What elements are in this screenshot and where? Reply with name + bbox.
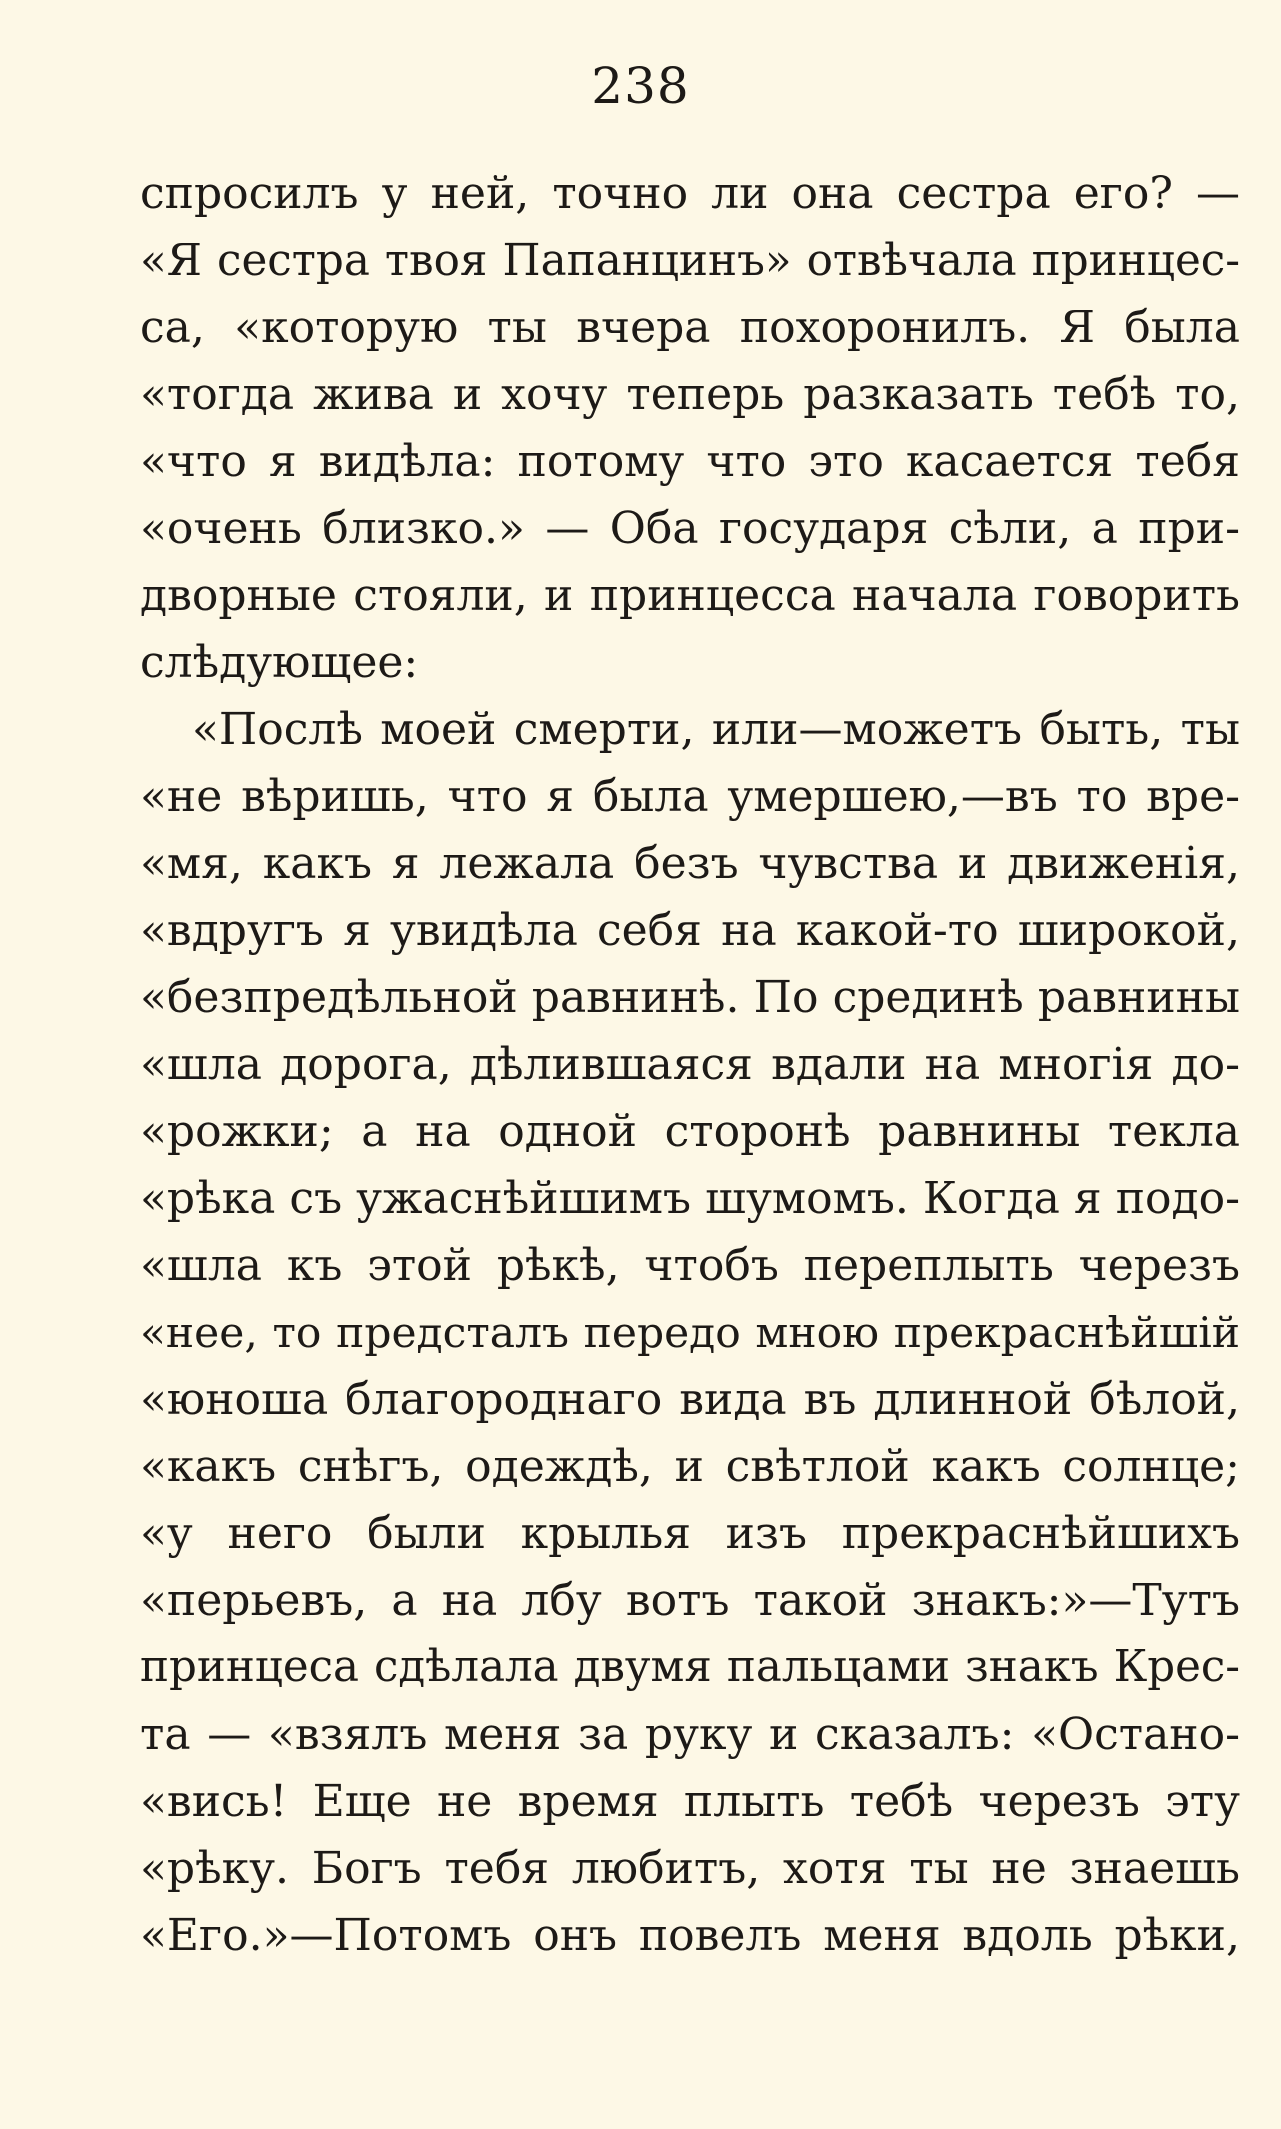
- text-line: «что я видѣла: потому что это касается тебя: [140, 436, 1240, 487]
- text-line: «какъ снѣгъ, одеждѣ, и свѣтлой какъ солнце;: [140, 1441, 1240, 1492]
- page-number: 238: [591, 57, 690, 115]
- text-line: дворные стояли, и принцесса начала говорить: [140, 570, 1240, 621]
- text-line: «тогда жива и хочу теперь разказать тебѣ то,: [140, 369, 1240, 420]
- text-line: спросилъ у ней, точно ли она сестра его? —: [140, 168, 1240, 219]
- text-line: «шла къ этой рѣкѣ, чтобъ переплыть черезъ: [140, 1240, 1240, 1291]
- text-line: «Я сестра твоя Папанцинъ» отвѣчала принцес-: [140, 235, 1240, 286]
- text-line: са, «которую ты вчера похоронилъ. Я была: [140, 302, 1240, 353]
- text-line: «рѣку. Богъ тебя любитъ, хотя ты не знаешь: [140, 1843, 1240, 1894]
- text-line: «не вѣришь, что я была умершею,—въ то вре-: [140, 771, 1240, 822]
- text-line: «рѣка съ ужаснѣйшимъ шумомъ. Когда я подо-: [140, 1173, 1240, 1224]
- text-line: «у него были крылья изъ прекраснѣйшихъ: [140, 1508, 1240, 1559]
- text-line: «мя, какъ я лежала безъ чувства и движенія,: [140, 838, 1240, 889]
- text-line: «шла дорога, дѣлившаяся вдали на многія до-: [140, 1039, 1240, 1090]
- text-line: «перьевъ, а на лбу вотъ такой знакъ:»—Тутъ: [140, 1575, 1240, 1626]
- text-line: та — «взялъ меня за руку и сказалъ: «Остано-: [140, 1709, 1240, 1760]
- text-line: «Послѣ моей смерти, или—можетъ быть, ты: [192, 704, 1240, 755]
- text-line: «юноша благороднаго вида въ длинной бѣлой,: [140, 1374, 1240, 1425]
- text-line: «Его.»—Потомъ онъ повелъ меня вдоль рѣки,: [140, 1910, 1240, 1961]
- text-line: «рожки; а на одной сторонѣ равнины текла: [140, 1106, 1240, 1157]
- page-text: [140, 160, 1240, 1969]
- text-line: «вдругъ я увидѣла себя на какой-то широкой,: [140, 905, 1240, 956]
- text-line: «нее, то предсталъ передо мною прекраснѣйшій: [140, 1308, 1240, 1357]
- text-line: «безпредѣльной равнинѣ. По срединѣ равнины: [140, 972, 1240, 1023]
- text-line: принцеса сдѣлала двумя пальцами знакъ Крес-: [140, 1642, 1240, 1692]
- text-line: «очень близко.» — Оба государя сѣли, а при-: [140, 503, 1240, 554]
- text-line: слѣдующее:: [140, 637, 419, 688]
- text-line: «вись! Еще не время плыть тебѣ черезъ эту: [140, 1776, 1240, 1827]
